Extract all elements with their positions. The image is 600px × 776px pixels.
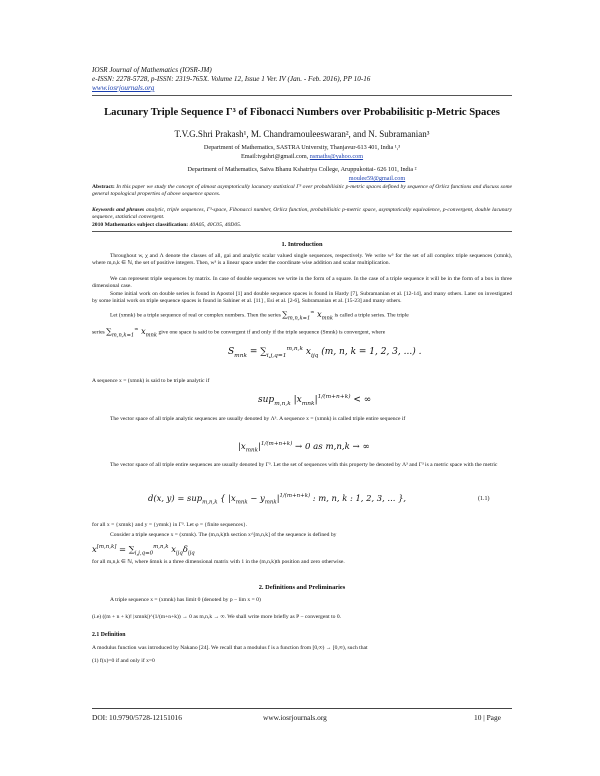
metric-equation: d(x, y) = sup$_{m,n,k}$ { $|x_{mnk} - y_{mnk}|^{1/(m+n+k)}$ : m, n, k : 1, 2, 3, ... }, (148, 493, 407, 506)
section-definition-formula: $x[m,n,k] = \sum_{i,j,q=0}^{m,n,k}$ $x_{ijq}\delta_{ijq}$ (92, 544, 195, 557)
footer-page-number: 10 | Page (474, 713, 501, 722)
header-divider (92, 95, 512, 96)
footer-divider (92, 708, 512, 709)
intro-paragraph-7: The vector space of all triple entire sequences are usually denoted by Γ³. Let the set of sequences with this property be denoted by Λ³ and Γ³ is a metric space with the metric (110, 462, 498, 468)
intro-paragraph-1: Throughout w, χ and Λ denote the classes of all, gai and analytic scalar valued single sequences, respectively. We write w³ for the set of all complex triple sequences (xmnk), where m,n,k ∈ ℕ, the set of positive integers. Then, w³ is a linear space under the coordinate wise addition and scalar multiplication. (92, 253, 512, 267)
definitions-paragraph-4: (1) f(x)=0 if and only if x=0 (92, 658, 155, 664)
equation-number: (1.1) (478, 496, 490, 502)
series-is-called-text: is called a triple series. The triple (334, 312, 409, 319)
section-heading-definitions: 2. Definitions and Preliminaries (258, 584, 346, 591)
abstract-divider (92, 231, 512, 232)
definitions-paragraph-1: A triple sequence x = (xmnk) has limit 0 (denoted by p − lim x = 0) (110, 597, 261, 603)
section-heading-introduction: 1. Introduction (281, 241, 323, 248)
triple-series-formula: $\sum_{m,n,k=1}^\infty$ $x_{mnk}$ (282, 309, 334, 322)
email-link-2[interactable]: moulee59@gmail.com (348, 175, 406, 182)
partial-sum-equation: $S_{mnk} = \sum_{i,j,q=1}^{m,n,k}$ $x_{ijq}$ (m, n, k = 1, 2, 3, ...) . (228, 346, 422, 359)
email-label: Email:tvgshri@gmail.com, (240, 153, 309, 160)
intro-paragraph-4 (92, 309, 512, 323)
footer-website: www.iosrjournals.org (263, 713, 327, 722)
paper-title: Lacunary Triple Sequence Γ³ of Fibonacci Numbers over Probabilisitic p-Metric Spaces (104, 107, 500, 118)
definitions-paragraph-2: (i.e) ((m + n + k)! |xmnk|)^(1/(m+n+k)) → 0 as m,n,k → ∞. We shall write more briefly as P − convergent to 0. (92, 614, 342, 620)
analytic-sup-equation: sup$_{m,n,k}$ $|x_{mnk}|^{1/(m+n+k)}$ < ∞ (258, 394, 372, 407)
entire-sequence-equation: $|x_{mnk}|^{1/(m+n+k)} \to 0$ as m,n,k → ∞ (238, 441, 370, 454)
abstract-text: In this paper we study the concept of almost asymptotically lacunary statistical Γ³ over probabilisitic p-metric spaces defined by sequence of Orlicz functions and discuss some general topological properties of above sequence spaces. (92, 184, 512, 198)
series-intro-text: Let (xmnk) be a triple sequence of real or complex numbers. Then the series (110, 312, 281, 319)
abstract-label: Abstract: (92, 184, 115, 190)
msc-classification (92, 222, 512, 229)
email-line-1 (92, 153, 512, 160)
intro-paragraph-6: The vector space of all triple analytic sequences are usually denoted by Λ³. A sequence x = (xmnk) is called triple entire sequence if (110, 416, 406, 422)
intro-paragraph-9: Consider a triple sequence x = (xmnk). The (m,n,k)th section x^[m,n,k] of the sequence is defined by (110, 532, 337, 538)
keywords (92, 207, 512, 222)
intro-paragraph-2: We can represent triple sequences by matrix. In case of double sequences we write in the form of a square. In the case of a triple sequence it will be in the form of a box in three dimensional case. (92, 276, 512, 290)
subsection-heading-2-1: 2.1 Definition (92, 632, 126, 638)
analytic-definition-text: A sequence x = (xmnk) is said to be triple analytic if (92, 378, 210, 384)
email-line-2 (92, 175, 512, 182)
journal-issn: e-ISSN: 2278-5728, p-ISSN: 2319-765X. Volume 12, Issue 1 Ver. IV (Jan. - Feb. 2016), PP 10-16 (92, 75, 371, 83)
msc-label: 2010 Mathematics subject classification: (92, 222, 189, 228)
convergence-text: give one space is said to be convergent if and only if the triple sequence (Smnk) is convergent, where (158, 329, 386, 336)
affiliation-2: Department of Mathematics, Saiva Bhanu Kshatriya College, Aruppukottai- 626 101, India ² (187, 166, 417, 173)
abstract (92, 184, 512, 199)
journal-website-link[interactable]: www.iosrjournals.org (92, 84, 155, 92)
affiliation-1: Department of Mathematics, SASTRA University, Thanjavur-613 401, India ¹,³ (203, 144, 401, 151)
journal-name: IOSR Journal of Mathematics (IOSR-JM) (92, 66, 212, 74)
email-link-1[interactable]: nsmaths@yahoo.com (309, 153, 364, 160)
series-word: series (92, 329, 105, 336)
keywords-label: Keywords and phrases (92, 207, 145, 213)
keywords-text: analytic, triple sequences, Γ³-space, Fibonacci number, Orlicz function, probabilisitic p-metric space, asymptotically equivalence, p-convergent, double lacunary sequence, statistical convergent. (92, 207, 512, 221)
definitions-paragraph-3: A modulus function was introduced by Nakano [24]. We recall that a modulus f is a function from [0,∞) → [0,∞), such that (92, 645, 368, 651)
intro-paragraph-8: for all x = {xmnk} and y = {ymnk} in Γ³. Let φ = {finite sequences}. (92, 522, 248, 528)
intro-paragraph-3: Some initial work on double series is found in Apostol [1] and double sequence spaces is found in Hardy [7], Subramanian et al. [12-14], and many others. Later on investigated by some initial work on triple sequence spaces is found in Sahiner et al. [11] , Esi et al. [2-6], Subramanian et al. [15-23] and many others. (92, 291, 512, 305)
author-list: T.V.G.Shri Prakash¹, M. Chandramouleeswaran², and N. Subramanian³ (174, 129, 430, 139)
intro-paragraph-9b: for all m,n,k ∈ ℕ, where δmnk is a three dimensional matrix with 1 in the (m,n,k)th position and zero otherwise. (92, 559, 345, 565)
msc-codes: 40A05, 40C05, 40D05. (189, 222, 242, 228)
triple-series-formula-2: $\sum_{m,n,k=1}^\infty$ $x_{mnk}$ (106, 326, 158, 339)
footer-doi: DOI: 10.9790/5728-12151016 (92, 713, 182, 722)
intro-paragraph-4b (92, 326, 512, 340)
